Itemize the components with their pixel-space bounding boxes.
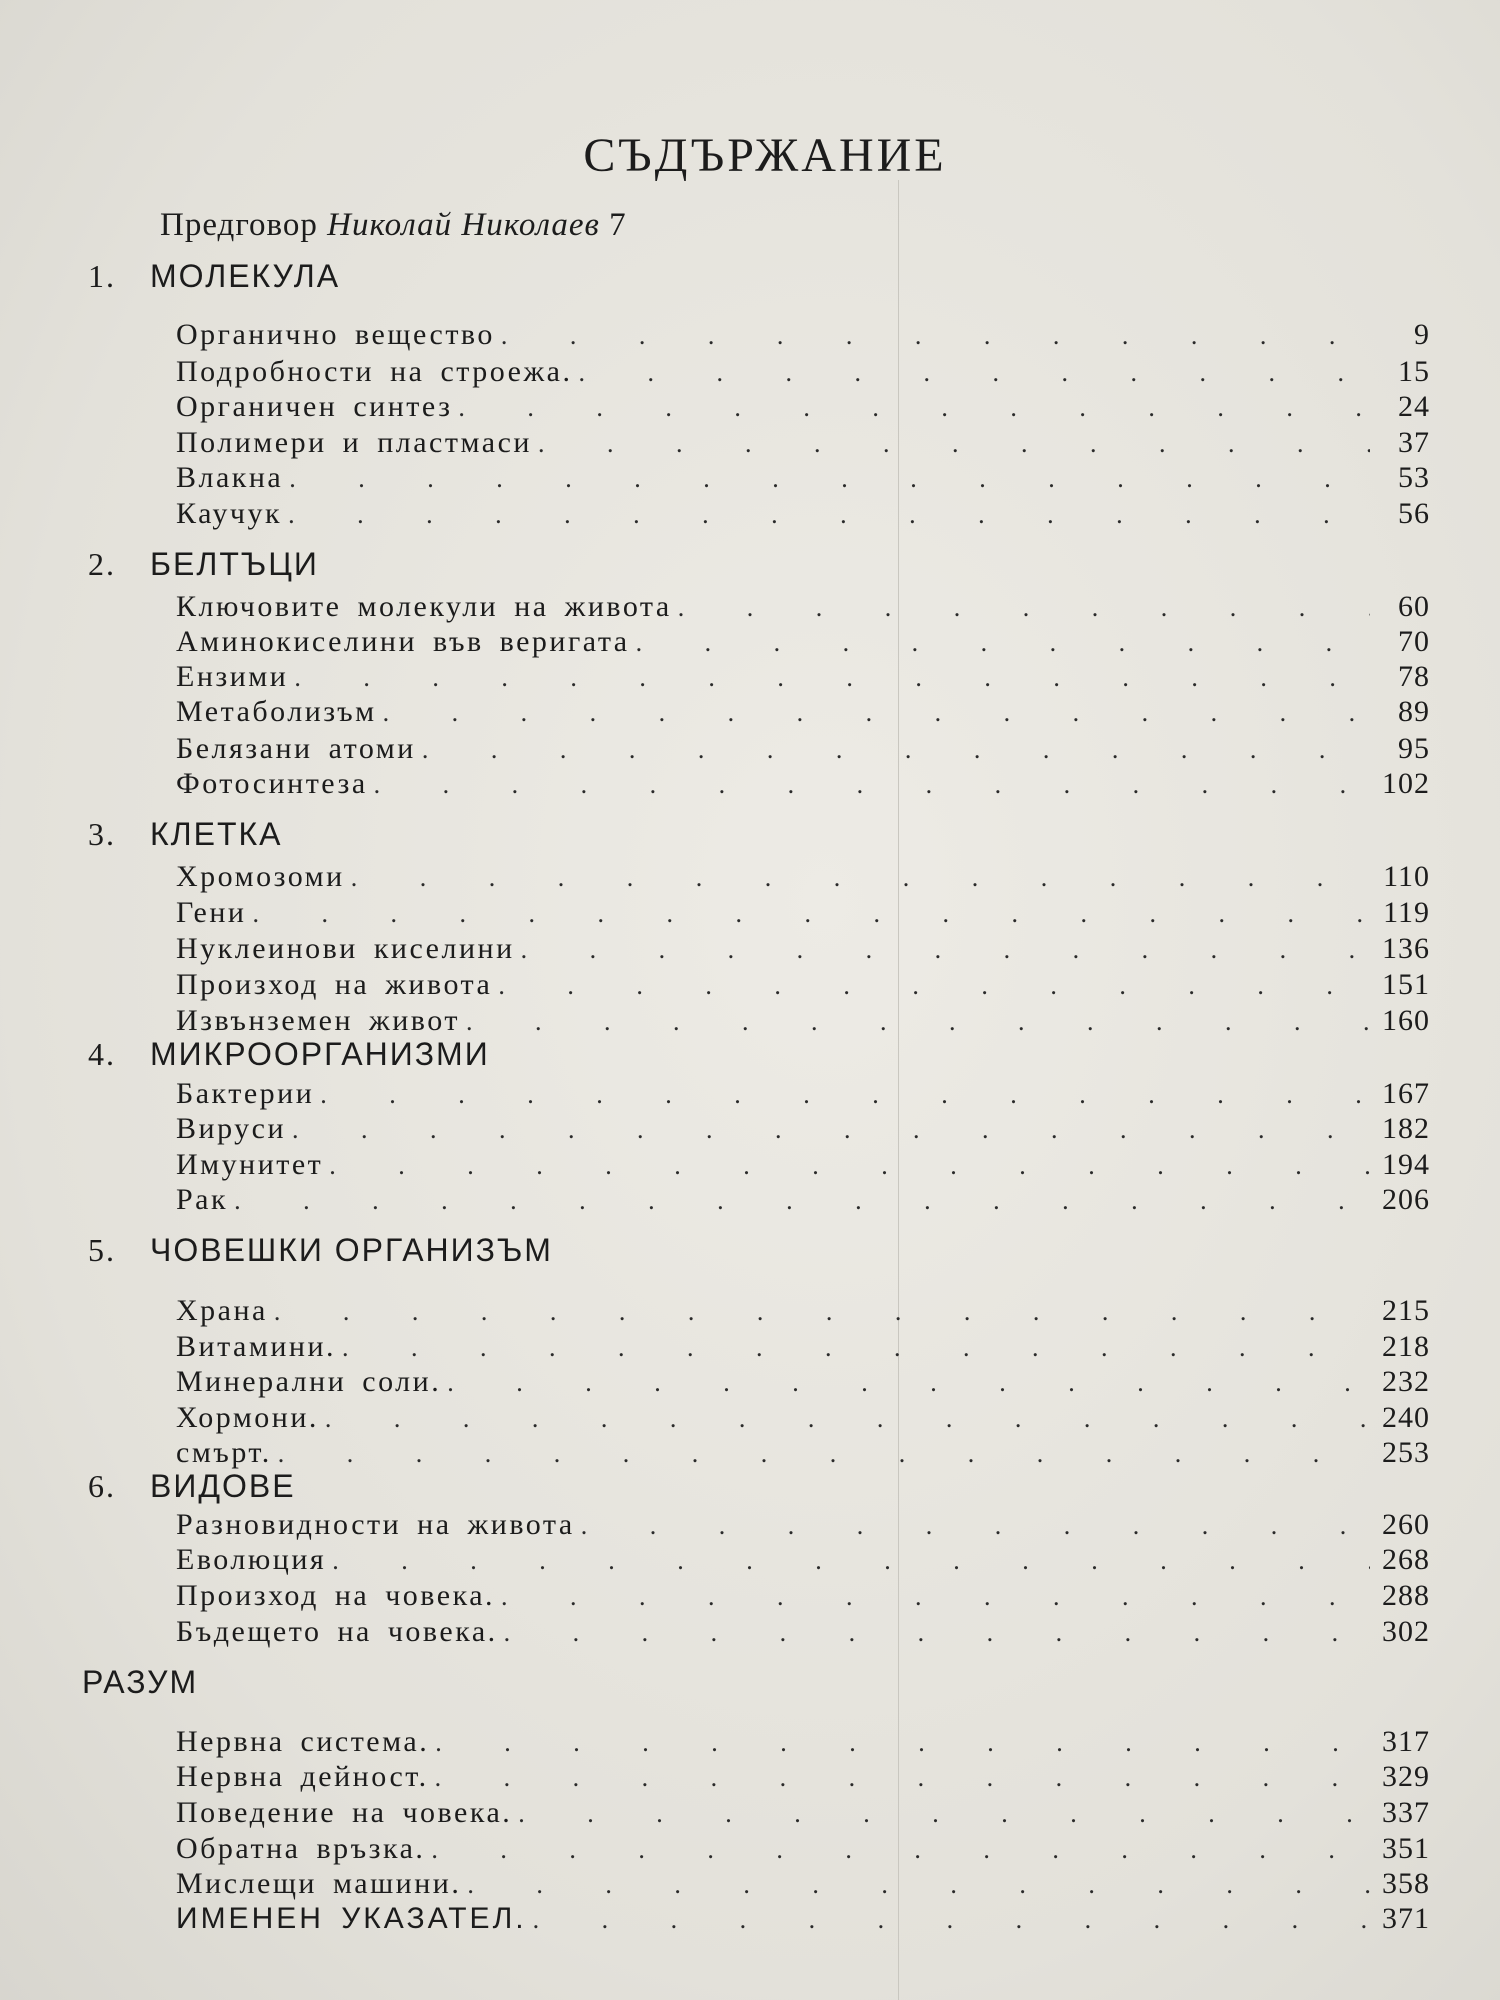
dot-leader <box>435 1763 1370 1793</box>
dot-leader <box>342 1333 1370 1363</box>
dot-leader <box>678 593 1370 623</box>
dot-leader <box>501 1582 1370 1612</box>
toc-entry <box>176 461 1430 495</box>
entry-label: Каучук <box>176 497 283 530</box>
dot-leader <box>467 1870 1370 1900</box>
entry-page: 288 <box>1382 1579 1430 1612</box>
section-number: 3. <box>88 816 116 852</box>
toc-entry <box>176 968 1430 1002</box>
toc-entry-index <box>176 1902 1430 1936</box>
entry-page: 102 <box>1382 767 1430 800</box>
entry-page: 15 <box>1398 355 1430 388</box>
dot-leader <box>579 358 1371 388</box>
entry-page: 9 <box>1414 318 1430 351</box>
dot-leader <box>435 1728 1370 1758</box>
entry-label: Мислещи машини. <box>176 1867 462 1900</box>
entry-label: Нервна система. <box>176 1725 430 1758</box>
dot-leader <box>458 393 1370 423</box>
dot-leader <box>292 1115 1370 1145</box>
entry-page: 70 <box>1398 625 1430 658</box>
section-number: 5. <box>88 1232 116 1268</box>
entry-label: Витамини. <box>176 1330 337 1363</box>
entry-page: 302 <box>1382 1615 1430 1648</box>
section-heading <box>88 546 319 583</box>
entry-page: 194 <box>1382 1148 1430 1181</box>
dot-leader <box>252 899 1370 929</box>
entry-page: 240 <box>1382 1401 1430 1434</box>
entry-label: Бактерии <box>176 1077 315 1110</box>
dot-leader <box>234 1186 1370 1216</box>
entry-page: 60 <box>1398 590 1430 623</box>
toc-entry <box>176 1401 1430 1435</box>
dot-leader <box>431 1835 1370 1865</box>
dot-leader <box>538 429 1370 459</box>
dot-leader <box>289 464 1370 494</box>
entry-page: 358 <box>1382 1867 1430 1900</box>
dot-leader <box>466 1007 1370 1037</box>
toc-title: СЪДЪРЖАНИЕ <box>583 129 947 182</box>
toc-entry <box>176 1004 1430 1038</box>
toc-entry <box>176 318 1430 352</box>
entry-label: Влакна <box>176 461 284 494</box>
toc-entry <box>176 390 1430 424</box>
dot-leader <box>533 1905 1370 1935</box>
entry-page: 89 <box>1398 695 1430 728</box>
section-title: МОЛЕКУЛА <box>150 258 341 294</box>
toc-entry <box>176 767 1430 801</box>
toc-entry <box>176 1832 1430 1866</box>
entry-label: Аминокиселини във веригата <box>176 625 630 658</box>
section-heading <box>88 1468 296 1505</box>
dot-leader <box>329 1151 1370 1181</box>
entry-label: смърт. <box>176 1436 272 1469</box>
section-number: 4. <box>88 1036 116 1072</box>
dot-leader <box>351 863 1370 893</box>
toc-entry <box>176 355 1430 389</box>
toc-entry <box>176 932 1430 966</box>
toc-entry <box>176 625 1430 659</box>
dot-leader <box>504 1618 1370 1648</box>
entry-label: Метаболизъм <box>176 695 377 728</box>
entry-page: 160 <box>1382 1004 1430 1037</box>
entry-page: 351 <box>1382 1832 1430 1865</box>
entry-page: 337 <box>1382 1796 1430 1829</box>
section-title: ВИДОВЕ <box>150 1468 296 1504</box>
toc-entry <box>176 695 1430 729</box>
dot-leader <box>581 1511 1370 1541</box>
entry-page: 268 <box>1382 1543 1430 1576</box>
section-heading <box>82 1664 198 1701</box>
dot-leader <box>325 1404 1370 1434</box>
toc-entry <box>176 1760 1430 1794</box>
toc-entry <box>176 732 1430 766</box>
foreword-label: Предговор <box>160 207 318 243</box>
foreword-author: Николай Николаев <box>327 207 600 243</box>
section-heading <box>88 1232 553 1269</box>
toc-entry <box>176 1579 1430 1613</box>
toc-entry <box>176 660 1430 694</box>
entry-label: Полимери и пластмаси <box>176 426 532 459</box>
entry-page: 329 <box>1382 1760 1430 1793</box>
section-heading <box>88 1036 490 1073</box>
entry-label: Ключовите молекули на живота <box>176 590 672 623</box>
dot-leader <box>374 770 1370 800</box>
entry-label: Органично вещество <box>176 318 495 351</box>
dot-leader <box>422 735 1370 765</box>
dot-leader <box>383 698 1370 728</box>
entry-page: 218 <box>1382 1330 1430 1363</box>
entry-label: Гени <box>176 896 247 929</box>
entry-page: 78 <box>1398 660 1430 693</box>
toc-entry <box>176 860 1430 894</box>
section-heading <box>88 258 340 295</box>
toc-entry <box>176 1112 1430 1146</box>
entry-label: Извънземен живот <box>176 1004 460 1037</box>
dot-leader <box>521 935 1370 965</box>
entry-label: Нуклеинови киселини <box>176 932 515 965</box>
entry-page: 37 <box>1398 426 1430 459</box>
entry-label: Обратна връзка. <box>176 1832 426 1865</box>
entry-label: Поведение на човека. <box>176 1796 513 1829</box>
toc-entry <box>176 1867 1430 1901</box>
dot-leader <box>447 1368 1370 1398</box>
section-number: 2. <box>88 546 116 582</box>
foreword-page: 7 <box>609 207 627 243</box>
dot-leader <box>288 500 1370 530</box>
entry-label: Органичен синтез <box>176 390 453 423</box>
section-title: КЛЕТКА <box>150 816 283 852</box>
dot-leader <box>332 1546 1370 1576</box>
entry-label: Храна <box>176 1294 268 1327</box>
section-heading <box>88 816 283 853</box>
toc-entry <box>176 1077 1430 1111</box>
dot-leader <box>294 663 1370 693</box>
entry-page: 260 <box>1382 1508 1430 1541</box>
entry-label: Ензими <box>176 660 289 693</box>
toc-entry <box>176 1148 1430 1182</box>
entry-page: 215 <box>1382 1294 1430 1327</box>
dot-leader <box>636 628 1370 658</box>
toc-entry <box>176 1615 1430 1649</box>
dot-leader <box>278 1439 1370 1469</box>
entry-page: 317 <box>1382 1725 1430 1758</box>
entry-page: 206 <box>1382 1183 1430 1216</box>
dot-leader <box>274 1297 1370 1327</box>
entry-label: Произход на живота <box>176 968 493 1001</box>
section-number: 6. <box>88 1468 116 1504</box>
entry-page: 95 <box>1398 732 1430 765</box>
entry-page: 24 <box>1398 390 1430 423</box>
toc-entry <box>176 1183 1430 1217</box>
section-title: БЕЛТЪЦИ <box>150 546 319 582</box>
toc-entry <box>176 1294 1430 1328</box>
toc-entry <box>176 1508 1430 1542</box>
entry-label: Имунитет <box>176 1148 324 1181</box>
entry-page: 167 <box>1382 1077 1430 1110</box>
entry-page: 56 <box>1398 497 1430 530</box>
toc-entry <box>176 497 1430 531</box>
entry-page: 151 <box>1382 968 1430 1001</box>
section-title: МИКРООРГАНИЗМИ <box>150 1036 490 1072</box>
dot-leader <box>501 321 1370 351</box>
entry-page: 119 <box>1383 896 1430 929</box>
toc-entry <box>176 1365 1430 1399</box>
entry-label: Рак <box>176 1183 229 1216</box>
entry-label: Бъдещето на човека. <box>176 1615 498 1648</box>
dot-leader <box>320 1080 1370 1110</box>
foreword-line <box>160 207 627 244</box>
entry-label: Вируси <box>176 1112 287 1145</box>
section-title: ЧОВЕШКИ ОРГАНИЗЪМ <box>150 1232 553 1268</box>
entry-label: Подробности на строежа. <box>176 355 573 388</box>
dot-leader <box>498 971 1370 1001</box>
entry-page: 136 <box>1382 932 1430 965</box>
entry-label: Произход на човека. <box>176 1579 496 1612</box>
entry-page: 110 <box>1383 860 1430 893</box>
entry-label: Хормони. <box>176 1401 319 1434</box>
toc-entry <box>176 896 1430 930</box>
index-label: ИМЕНЕН УКАЗАТЕЛ. <box>176 1902 527 1935</box>
toc-entry <box>176 1725 1430 1759</box>
section-title: РАЗУМ <box>82 1664 199 1700</box>
toc-entry <box>176 1436 1430 1470</box>
entry-label: Фотосинтеза <box>176 767 368 800</box>
entry-page: 53 <box>1398 461 1430 494</box>
entry-label: Белязани атоми <box>176 732 416 765</box>
entry-page: 232 <box>1382 1365 1430 1398</box>
dot-leader <box>518 1799 1370 1829</box>
toc-entry <box>176 1796 1430 1830</box>
index-page: 371 <box>1382 1902 1430 1935</box>
toc-entry <box>176 1543 1430 1577</box>
entry-label: Нервна дейност. <box>176 1760 429 1793</box>
toc-entry <box>176 426 1430 460</box>
entry-page: 182 <box>1382 1112 1430 1145</box>
entry-label: Разновидности на живота <box>176 1508 575 1541</box>
entry-page: 253 <box>1382 1436 1430 1469</box>
toc-entry <box>176 1330 1430 1364</box>
entry-label: Хромозоми <box>176 860 345 893</box>
entry-label: Еволюция <box>176 1543 327 1576</box>
section-number: 1. <box>88 258 116 294</box>
toc-entry <box>176 590 1430 624</box>
entry-label: Минерални соли. <box>176 1365 442 1398</box>
